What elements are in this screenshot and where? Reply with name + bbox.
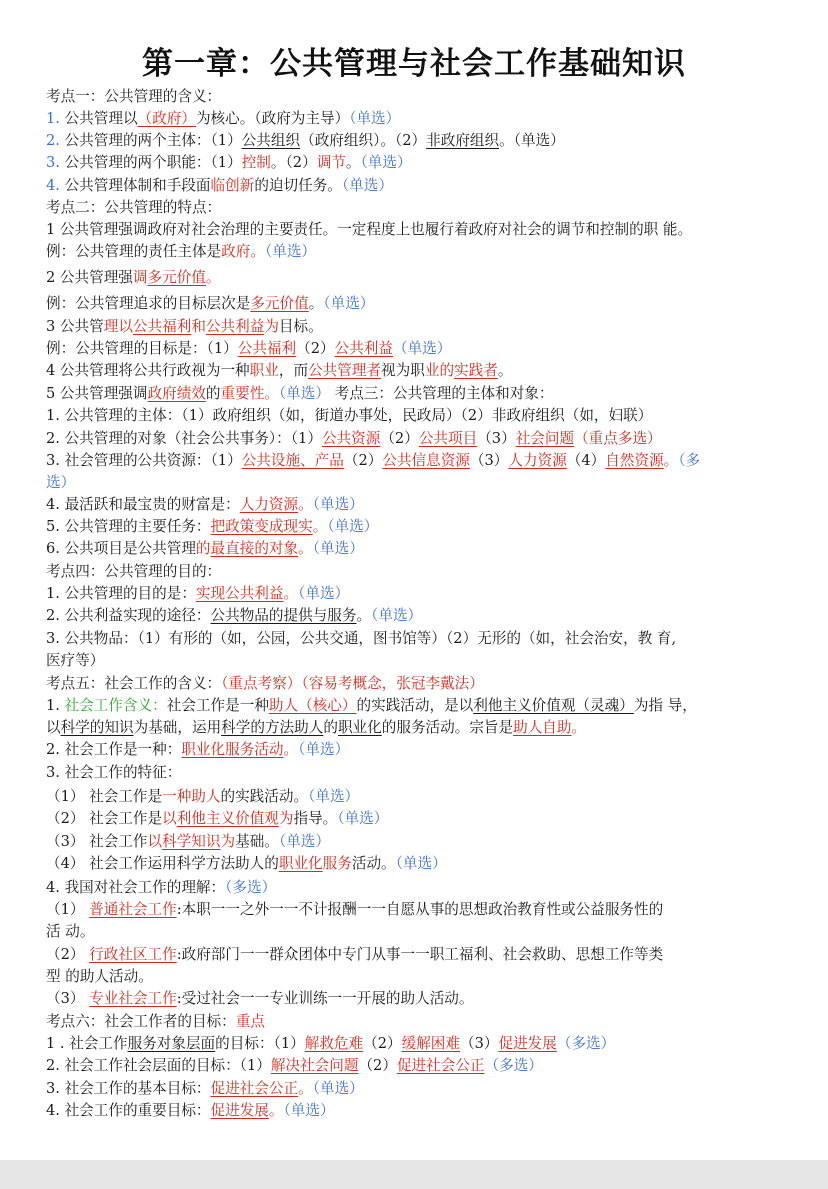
text-run: 行政社区工作: [89, 946, 177, 963]
text-line: [46, 762, 782, 784]
text-run: 利他主义价值观: [176, 810, 279, 827]
text-run: :受过社会一一专业训练一一开展的助人活动。: [176, 990, 474, 1007]
text-line: [46, 650, 782, 672]
text-run: （多: [678, 452, 701, 469]
text-run: （单选）: [392, 340, 452, 357]
text-run: （2）: [343, 452, 383, 469]
text-line: [46, 717, 782, 739]
text-line: [46, 695, 782, 717]
text-run: 例：公共管理的责任主体是: [46, 243, 222, 260]
text-run: 理以: [103, 318, 133, 335]
text-run: 职业化: [278, 855, 323, 872]
text-run: （单选）: [349, 110, 401, 127]
text-run: 指导。: [293, 810, 338, 827]
text-run: 的服务活动。宗旨是: [381, 719, 514, 736]
text-run: 公共利益: [334, 340, 393, 357]
text-line: [46, 1033, 782, 1055]
text-run: :本职一一之外一一不计报酬一一自愿从事的思想政治教育性或公益服务性的: [176, 901, 664, 918]
text-run: 2. 社会工作是一种：: [46, 741, 182, 758]
text-run: :政府部门一一群众团体中专门从事一一职工福利、社会救助、思想工作等类: [176, 946, 664, 963]
text-run: 。: [345, 154, 361, 171]
text-run: （2）: [363, 1035, 402, 1052]
text-run: 社会工作含义：: [64, 697, 167, 714]
text-run: 科学知识: [162, 833, 221, 850]
text-run: 。: [356, 607, 372, 624]
text-run: （单选）: [264, 243, 317, 260]
text-run: 。: [283, 741, 299, 758]
text-run: （4） 社会工作运用科学方法助人的: [46, 855, 279, 872]
text-line: [46, 605, 782, 627]
text-line: [46, 673, 782, 695]
text-line: [46, 175, 782, 197]
text-run: （政府组织）。（2）: [300, 132, 427, 149]
text-run: （3）: [477, 430, 516, 447]
text-run: 以: [147, 833, 163, 850]
text-run: （2）: [358, 1057, 397, 1074]
text-run: 公共物品的提供与服务: [210, 607, 357, 624]
text-run: 职业化服务活动: [181, 741, 284, 758]
text-run: 选）: [46, 474, 76, 491]
text-run: 2 公共管理强: [46, 269, 133, 286]
text-run: （单选）: [308, 788, 360, 805]
text-run: 活动。: [351, 855, 396, 872]
text-line: [46, 561, 782, 583]
text-run: 。: [298, 496, 313, 513]
text-line: [46, 219, 782, 241]
text-run: 以: [162, 810, 177, 827]
text-run: 最直接的对象: [210, 540, 299, 557]
text-run: 人力资源: [508, 452, 567, 469]
text-run: 公共管理体制和手段面: [59, 177, 211, 194]
text-run: 3. 社会工作的基本目标：: [46, 1080, 211, 1097]
text-run: 医疗等）: [46, 652, 105, 669]
text-run: 例：公共管理追求的目标层次是: [46, 295, 251, 312]
text-run: （政府）: [137, 110, 196, 127]
text-run: 公共项目: [418, 430, 478, 447]
text-line: [46, 130, 782, 152]
text-run: 3. 公共物品：（1）有形的（如，公园，公共交通，图书馆等）（2）无形的（如，社会治安，教 育,: [46, 630, 677, 647]
text-run: 2. 公共利益实现的途径：: [46, 607, 211, 624]
text-run: （单选）: [312, 1080, 364, 1097]
text-run: 人力资源: [239, 496, 299, 513]
text-run: 职业: [249, 362, 279, 379]
text-run: 2. 公共管理的对象（社会公共事务）：（1）: [46, 430, 322, 447]
text-line: [46, 267, 782, 289]
text-run: 社会工作是一种: [166, 697, 269, 714]
text-run: （多选）: [225, 879, 277, 896]
text-run: 。: [205, 269, 221, 286]
text-run: （3）: [46, 990, 90, 1007]
text-run: 把政策变成现实: [210, 518, 313, 535]
text-run: 以: [46, 719, 61, 736]
text-line: [46, 921, 782, 943]
text-run: 促进社会公正: [396, 1057, 485, 1074]
text-run: 1.: [46, 110, 60, 127]
text-run: 为: [264, 318, 279, 335]
text-run: （单选）: [371, 607, 423, 624]
text-run: 。: [663, 452, 679, 469]
text-line: [46, 1011, 782, 1033]
text-run: 公共管理以: [59, 110, 138, 127]
text-run: 临创新: [210, 177, 255, 194]
text-run: 公共福利: [132, 318, 192, 335]
text-run: 4. 社会工作的重要目标：: [46, 1102, 211, 1119]
text-run: 调节: [316, 154, 346, 171]
text-line: [46, 108, 782, 130]
text-line: [46, 1078, 782, 1100]
text-run: 考点二：公共管理的特点：: [46, 199, 222, 216]
text-run: 利他主义价值观（灵魂）: [473, 697, 634, 714]
text-run: 。（单选）: [499, 132, 565, 149]
text-run: 社会问题: [515, 430, 575, 447]
text-run: 1 公共管理强调政府对社会治理的主要责任。一定程度上也履行着政府对社会的调节和控制的职 能。: [46, 221, 693, 238]
text-run: 公共信息资源: [382, 452, 470, 469]
text-run: 普通社会工作: [89, 901, 177, 918]
text-run: （单选）: [323, 295, 375, 312]
text-line: [46, 944, 782, 966]
text-run: 业的: [424, 362, 455, 379]
text-line: [46, 786, 782, 808]
text-run: 的: [195, 540, 211, 557]
text-run: 的: [323, 719, 338, 736]
text-run: 缓解困难: [401, 1035, 460, 1052]
text-run: 1. 公共管理的目的是：: [46, 585, 196, 602]
text-run: 4.: [46, 177, 60, 194]
text-run: 基础。: [235, 833, 279, 850]
text-line: [46, 1055, 782, 1077]
text-run: 目标。: [278, 318, 323, 335]
text-run: 重要性。: [220, 385, 279, 402]
text-line: [46, 472, 782, 494]
text-line: [46, 516, 782, 538]
text-run: 实践者: [454, 362, 498, 379]
text-line: [46, 583, 782, 605]
text-run: 4. 最活跃和最宝贵的财富是：: [46, 496, 240, 513]
text-run: （1） 社会工作是: [46, 788, 163, 805]
text-run: （单选）: [312, 540, 364, 557]
text-run: 。: [312, 518, 328, 535]
text-run: 例：公共管理的目标是：（1）: [46, 340, 238, 357]
text-line: [46, 86, 782, 108]
text-line: [46, 831, 782, 853]
text-line: [46, 877, 782, 899]
text-line: [46, 628, 782, 650]
text-run: 服务对象层面: [127, 1035, 216, 1052]
text-run: （2） 社会工作是: [46, 810, 163, 827]
text-run: （多选）: [484, 1057, 543, 1074]
text-run: （4）: [566, 452, 606, 469]
text-run: 的: [205, 385, 221, 402]
text-line: [46, 338, 782, 360]
text-run: 2.: [46, 132, 60, 149]
text-run: 。: [497, 362, 513, 379]
text-run: 促进发展: [210, 1102, 269, 1119]
text-run: （2）: [46, 946, 90, 963]
text-line: [46, 966, 782, 988]
text-line: [46, 360, 782, 382]
page-title: 第一章：公共管理与社会工作基础知识: [142, 46, 686, 82]
text-line: [46, 808, 782, 830]
text-run: 调: [132, 269, 148, 286]
text-run: 公共资源: [321, 430, 381, 447]
text-line: [46, 988, 782, 1010]
text-run: 专业社会工作: [89, 990, 177, 1007]
text-run: 为基础，运用: [133, 719, 222, 736]
text-run: 控制: [241, 154, 271, 171]
text-line: [46, 383, 782, 405]
text-run: 1.: [46, 697, 65, 714]
text-run: 3 公共管: [46, 318, 104, 335]
text-line: [46, 739, 782, 761]
text-run: 考点五：社会工作的含义：: [46, 675, 222, 692]
text-run: （单选）: [341, 177, 393, 194]
text-run: 的目标：（1）: [215, 1035, 305, 1052]
text-run: 型 的助人活动。: [46, 968, 153, 985]
text-run: （单选）: [298, 741, 350, 758]
text-run: 和: [191, 318, 206, 335]
text-run: 多元价值: [147, 269, 206, 286]
text-run: 公共设施、产品: [241, 452, 344, 469]
text-run: 4 公共管理将公共行政视为一种: [46, 362, 250, 379]
text-run: 考点四：公共管理的目的：: [46, 563, 222, 580]
text-run: 科学的方法助人: [221, 719, 324, 736]
text-run: 促进发展: [498, 1035, 557, 1052]
text-run: （单选）: [298, 585, 350, 602]
text-run: 促进社会公正: [210, 1080, 299, 1097]
text-run: 一种助人: [162, 788, 221, 805]
text-run: 助人（核心）: [268, 697, 357, 714]
text-run: ，而: [278, 362, 309, 379]
text-run: 解救危难: [304, 1035, 364, 1052]
text-run: 4. 我国对社会工作的理解：: [46, 879, 226, 896]
text-line: [46, 293, 782, 315]
text-run: （单选）: [278, 833, 330, 850]
text-run: 。: [308, 295, 324, 312]
text-line: [46, 899, 782, 921]
text-run: （3）: [469, 452, 509, 469]
text-run: 职业化: [337, 719, 382, 736]
text-run: 的实践活动，是以: [356, 697, 474, 714]
text-run: 公共利益: [205, 318, 265, 335]
text-run: 。: [298, 540, 313, 557]
text-run: 为指 导，: [633, 697, 697, 714]
text-run: （1）: [46, 901, 90, 918]
text-run: 5. 公共管理的主要任务：: [46, 518, 211, 535]
text-run: 6. 公共项目是公共管理: [46, 540, 196, 557]
text-run: （单选）: [278, 385, 330, 402]
text-line: [46, 405, 782, 427]
text-run: （单选）: [337, 810, 389, 827]
text-run: 1 . 社会工作: [46, 1035, 128, 1052]
text-run: 3. 社会管理的公共资源：（1）: [46, 452, 242, 469]
text-run: 公共福利: [237, 340, 297, 357]
text-run: 为核心。（政府为主导）: [195, 110, 350, 127]
text-run: 的迫切任务。: [254, 177, 342, 194]
text-line: [46, 1100, 782, 1122]
text-run: 。: [571, 719, 587, 736]
text-run: 公共管理者: [308, 362, 382, 379]
text-line: [46, 853, 782, 875]
text-run: （重点考察）（容易考概念，张冠李戴法）: [221, 675, 484, 692]
text-line: [46, 494, 782, 516]
text-run: （2）: [296, 340, 335, 357]
text-run: 自然资源: [605, 452, 664, 469]
text-run: 。: [268, 1102, 284, 1119]
text-run: 。: [283, 585, 299, 602]
text-run: 服务: [322, 855, 352, 872]
text-run: （单选）: [395, 855, 447, 872]
text-line: [46, 450, 782, 472]
text-run: 。: [298, 1080, 313, 1097]
text-run: 活 动。: [46, 923, 95, 940]
text-run: 科学的知识: [60, 719, 134, 736]
text-line: [46, 152, 782, 174]
text-run: 3. 社会工作的特征：: [46, 764, 182, 781]
text-run: 为: [278, 810, 294, 827]
text-run: （3）: [459, 1035, 499, 1052]
text-run: 公共组织: [241, 132, 301, 149]
text-run: （重点多选）: [574, 430, 662, 447]
text-run: 多元价值: [250, 295, 309, 312]
text-line: [46, 197, 782, 219]
text-run: 1. 公共管理的主体：（1）政府组织（如，街道办事处，民政局）（2）非政府组织（如，妇联）: [46, 407, 653, 424]
text-run: 政府。: [221, 243, 265, 260]
text-run: 为: [220, 833, 236, 850]
text-run: 助人自助: [513, 719, 572, 736]
text-run: （2）: [380, 430, 419, 447]
text-run: 视为职: [381, 362, 425, 379]
text-run: 非政府组织: [426, 132, 500, 149]
text-run: 公共管理的两个职能：（1）: [59, 154, 242, 171]
text-run: 考点三：公共管理的主体和对象：: [329, 385, 554, 402]
text-run: 的实践活动。: [220, 788, 309, 805]
text-line: [46, 538, 782, 560]
text-run: 5 公共管理强调: [46, 385, 148, 402]
text-run: 考点六：社会工作者的目标：: [46, 1013, 236, 1030]
text-run: （多选）: [556, 1035, 616, 1052]
text-run: （单选）: [360, 154, 412, 171]
text-run: 3.: [46, 154, 60, 171]
text-run: 重点: [235, 1013, 265, 1030]
text-run: 。（2）: [270, 154, 317, 171]
text-run: 考点一：公共管理的含义：: [46, 88, 222, 105]
text-line: [46, 241, 782, 263]
text-run: （单选）: [312, 496, 364, 513]
text-run: 解决社会问题: [270, 1057, 359, 1074]
text-run: 实现公共利益: [195, 585, 284, 602]
text-run: 2. 社会工作社会层面的目标：（1）: [46, 1057, 271, 1074]
text-run: （单选）: [283, 1102, 335, 1119]
text-run: （单选）: [327, 518, 379, 535]
text-run: （3） 社会工作: [46, 833, 148, 850]
text-line: [46, 316, 782, 338]
text-run: 公共管理的两个主体：（1）: [59, 132, 242, 149]
text-line: [46, 428, 782, 450]
bottom-band: [0, 1160, 828, 1189]
text-run: 政府绩效: [147, 385, 206, 402]
